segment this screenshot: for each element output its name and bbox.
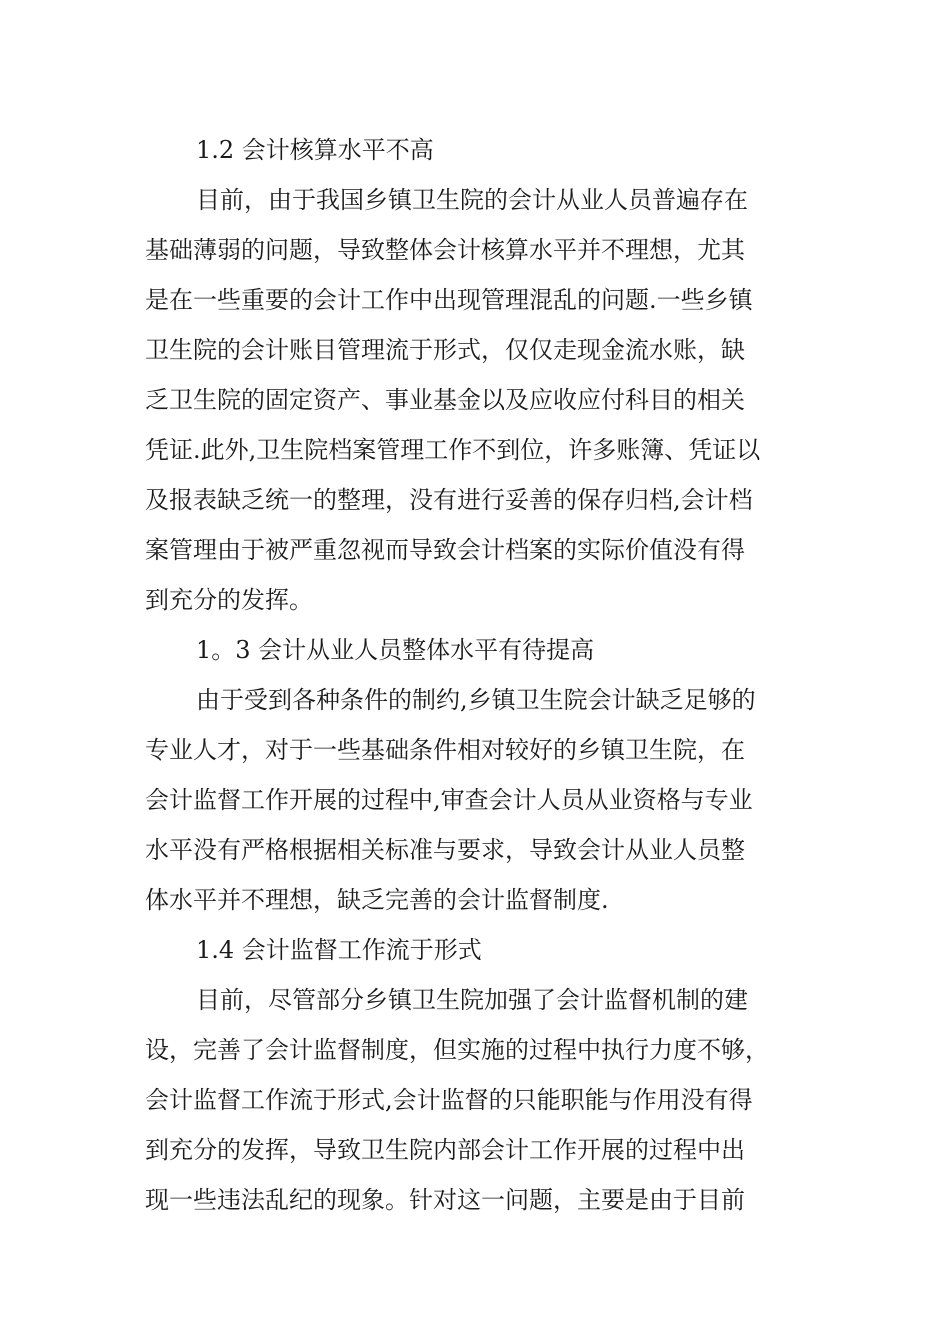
paragraph-line: 现一些违法乱纪的现象。针对这一问题，主要是由于目前 (145, 1186, 745, 1214)
paragraph-line: 乏卫生院的固定资产、事业基金以及应收应付科目的相关 (145, 386, 745, 414)
document-body (145, 125, 805, 1225)
paragraph-line: 设，完善了会计监督制度，但实施的过程中执行力度不够， (145, 1036, 769, 1064)
paragraph-line: 卫生院的会计账目管理流于形式，仅仅走现金流水账，缺 (145, 336, 745, 364)
paragraph-line: 基础薄弱的问题，导致整体会计核算水平并不理想，尤其 (145, 236, 745, 264)
section-heading: 1.2 会计核算水平不高 (196, 136, 434, 164)
paragraph-line: 专业人才，对于一些基础条件相对较好的乡镇卫生院，在 (145, 736, 745, 764)
paragraph-line: 是在一些重要的会计工作中出现管理混乱的问题.一些乡镇 (145, 286, 753, 314)
paragraph-line: 凭证.此外,卫生院档案管理工作不到位，许多账簿、凭证以 (145, 436, 761, 464)
paragraph-line: 体水平并不理想，缺乏完善的会计监督制度. (145, 886, 609, 914)
paragraph-line: 案管理由于被严重忽视而导致会计档案的实际价值没有得 (145, 536, 745, 564)
paragraph-line: 到充分的发挥。 (145, 586, 313, 614)
paragraph-line: 由于受到各种条件的制约,乡镇卫生院会计缺乏足够的 (196, 686, 756, 714)
paragraph-line: 目前，由于我国乡镇卫生院的会计从业人员普遍存在 (196, 186, 748, 214)
section-heading: 1.4 会计监督工作流于形式 (196, 936, 482, 964)
paragraph-line: 水平没有严格根据相关标准与要求，导致会计从业人员整 (145, 836, 745, 864)
paragraph-line: 到充分的发挥，导致卫生院内部会计工作开展的过程中出 (145, 1136, 745, 1164)
paragraph-line: 会计监督工作开展的过程中,审查会计人员从业资格与专业 (145, 786, 753, 814)
paragraph-line: 及报表缺乏统一的整理，没有进行妥善的保存归档,会计档 (145, 486, 753, 514)
section-heading: 1。3 会计从业人员整体水平有待提高 (196, 636, 595, 664)
paragraph-line: 目前，尽管部分乡镇卫生院加强了会计监督机制的建 (196, 986, 748, 1014)
paragraph-line: 会计监督工作流于形式,会计监督的只能职能与作用没有得 (145, 1086, 753, 1114)
